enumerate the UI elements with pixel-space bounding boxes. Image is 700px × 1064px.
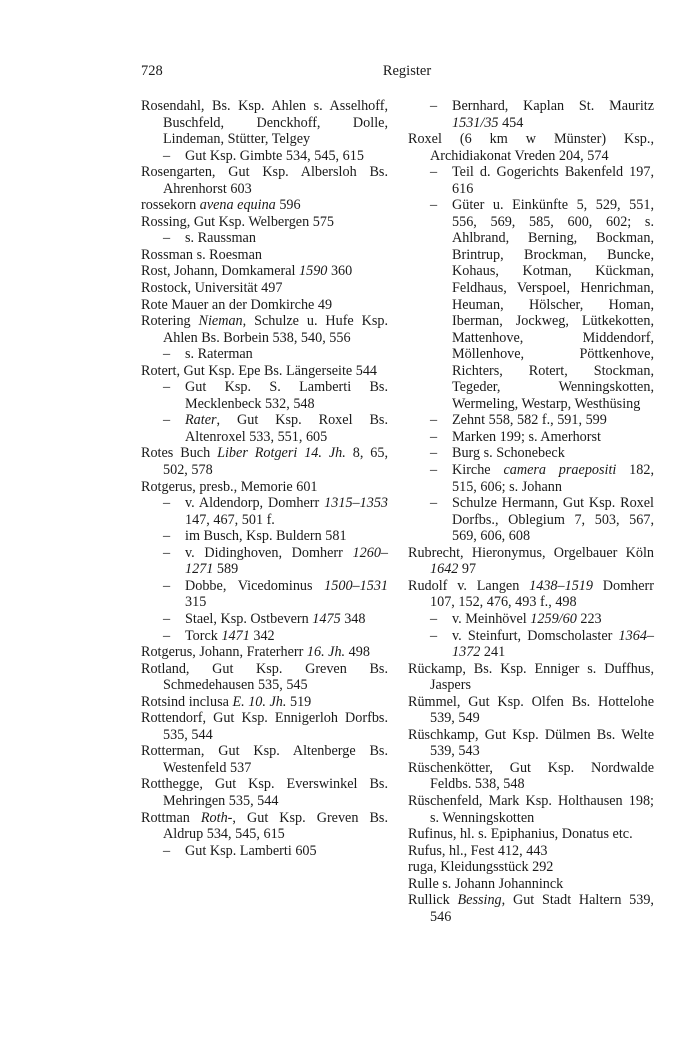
entry-text: , Gut Ksp. Greven Bs. Aldrup 534, 545, 615 xyxy=(163,809,388,843)
entry-italic-text: 1475 xyxy=(312,610,341,627)
index-entry xyxy=(141,197,388,214)
index-entry xyxy=(141,810,388,843)
entry-text: , Schulze u. Hufe Ksp. Ahlen Bs. Borbein 538, 540, 556 xyxy=(163,313,388,346)
entry-text: Rufinus, hl. s. Epiphanius, Donatus etc. xyxy=(408,826,633,843)
entry-text: Rottendorf, Gut Ksp. Ennigerloh Dorfbs. 535, 544 xyxy=(141,710,388,743)
entry-text: Rosengarten, Gut Ksp. Albersloh Bs. Ahrenhorst 603 xyxy=(141,164,388,197)
index-entry xyxy=(141,214,388,231)
index-subentry xyxy=(141,346,388,363)
entry-text: Kirche xyxy=(452,462,504,479)
entry-text: Rotgerus, presb., Memorie 601 xyxy=(141,478,318,495)
index-subentry xyxy=(408,628,654,661)
entry-text: Roxel (6 km w Münster) Ksp., Archidiakonat Vreden 204, 574 xyxy=(408,131,654,164)
entry-text: Gut Ksp. Lamberti 605 xyxy=(185,842,317,859)
index-column-left xyxy=(141,98,388,859)
index-subentry xyxy=(408,98,654,131)
entry-text: Stael, Ksp. Ostbevern xyxy=(185,610,313,627)
entry-text: 589 xyxy=(213,561,239,578)
index-subentry xyxy=(408,164,654,197)
entry-text: Rossman s. Roesman xyxy=(141,246,262,263)
index-subentry xyxy=(408,445,654,462)
entry-text: Bernhard, Kaplan St. Mauritz xyxy=(452,98,654,114)
page-number: 728 xyxy=(141,63,163,79)
entry-italic-text: E. 10. Jh. xyxy=(232,693,287,710)
entry-italic-text: camera praepositi xyxy=(503,462,617,479)
index-entry xyxy=(141,247,388,264)
entry-text: Burg s. Schonebeck xyxy=(452,445,565,462)
entry-text: s. Raterman xyxy=(185,346,253,363)
index-entry xyxy=(408,826,654,843)
entry-text: v. Didinghoven, Domherr xyxy=(185,544,353,561)
index-subentry xyxy=(141,379,388,412)
entry-italic-text: 1438–1519 xyxy=(529,577,593,594)
entry-text: ruga, Kleidungsstück 292 xyxy=(408,859,554,876)
entry-text: Dobbe, Vicedominus xyxy=(185,577,325,594)
index-entry xyxy=(408,545,654,578)
index-subentry xyxy=(141,148,388,165)
index-column-right xyxy=(408,98,654,925)
entry-text: 223 xyxy=(576,610,602,627)
index-subentry xyxy=(408,412,654,429)
entry-text: 97 xyxy=(458,561,477,578)
running-title: Register xyxy=(382,63,432,79)
index-entry xyxy=(408,727,654,760)
index-entry xyxy=(408,793,654,826)
entry-text: 348 xyxy=(340,610,366,627)
entry-text: Rottman xyxy=(141,809,201,826)
entry-text: Rotterman, Gut Ksp. Altenberge Bs. Westenfeld 537 xyxy=(141,743,388,776)
entry-text: im Busch, Ksp. Buldern 581 xyxy=(185,528,347,545)
index-entry xyxy=(408,859,654,876)
entry-italic-text: 1364–1372 xyxy=(452,627,654,661)
index-entry xyxy=(141,445,388,478)
index-entry xyxy=(141,710,388,743)
entry-italic-text: 1260–1271 xyxy=(185,544,388,578)
entry-text: Rudolf v. Langen xyxy=(408,577,530,594)
index-entry xyxy=(141,280,388,297)
entry-text: Rüschkamp, Gut Ksp. Dülmen Bs. Welte 539, 543 xyxy=(408,726,654,760)
entry-italic-text: Bessing xyxy=(457,892,502,909)
index-entry xyxy=(141,644,388,661)
index-entry xyxy=(141,297,388,314)
entry-text: 8, 65, 502, 578 xyxy=(163,445,389,479)
index-entry xyxy=(141,694,388,711)
index-entry xyxy=(408,843,654,860)
entry-text: s. Raussman xyxy=(185,230,256,247)
entry-italic-text: 16. Jh. xyxy=(306,644,346,661)
entry-text: Rullick xyxy=(408,892,458,909)
entry-text: Rost, Johann, Domkameral xyxy=(141,263,300,280)
index-entry xyxy=(141,164,388,197)
entry-text: v. Meinhövel xyxy=(452,610,531,627)
index-subentry xyxy=(141,412,388,445)
entry-text: Rotthegge, Gut Ksp. Everswinkel Bs. Mehringen 535, 544 xyxy=(141,776,388,809)
index-subentry xyxy=(408,462,654,495)
entry-text: 182, 515, 606; s. Johann xyxy=(452,462,655,495)
entry-text: Rostock, Universität 497 xyxy=(141,280,283,297)
index-entry xyxy=(141,743,388,776)
index-entry xyxy=(408,694,654,727)
entry-text: 454 xyxy=(498,114,524,131)
entry-italic-text: 1642 xyxy=(430,561,459,578)
index-entry xyxy=(141,776,388,809)
entry-text: Zehnt 558, 582 f., 591, 599 xyxy=(452,412,607,429)
index-entry xyxy=(408,876,654,893)
entry-text: v. Steinfurt, Domscholaster xyxy=(452,627,619,644)
entry-italic-text: Liber Rotgeri 14. Jh. xyxy=(217,445,346,462)
entry-text: Rufus, hl., Fest 412, 443 xyxy=(408,842,548,859)
entry-text: Torck xyxy=(185,627,222,644)
entry-text: Rotes Buch xyxy=(141,445,218,462)
index-subentry xyxy=(408,197,654,412)
entry-italic-text: 1315–1353 xyxy=(324,495,388,512)
entry-text: , Gut Ksp. Roxel Bs. Altenroxel 533, 551, 605 xyxy=(185,412,388,445)
entry-text: Rüschenfeld, Mark Ksp. Holthausen 198; s. Wenningskotten xyxy=(408,792,654,826)
entry-text: Rosendahl, Bs. Ksp. Ahlen s. Asselhoff, Buschfeld, Denckhoff, Dolle, Lindeman, Stütter, Telgey xyxy=(141,98,388,148)
entry-text: Rümmel, Gut Ksp. Olfen Bs. Hottelohe 539, 549 xyxy=(408,693,654,727)
index-subentry xyxy=(408,429,654,446)
index-subentry xyxy=(141,230,388,247)
index-subentry xyxy=(408,611,654,628)
entry-text: , Gut Stadt Haltern 539, 546 xyxy=(430,892,654,925)
entry-italic-text: avena equina xyxy=(199,197,276,214)
entry-text: Rotgerus, Johann, Fraterherr xyxy=(141,644,307,661)
entry-italic-text: Nieman xyxy=(198,313,243,330)
entry-italic-text: Roth- xyxy=(200,809,233,826)
entry-text: 360 xyxy=(327,263,353,280)
entry-text: Rote Mauer an der Domkirche 49 xyxy=(141,296,333,313)
entry-text: Marken 199; s. Amerhorst xyxy=(452,428,601,445)
entry-text: Teil d. Gogerichts Bakenfeld 197, 616 xyxy=(452,164,654,197)
index-entry xyxy=(408,760,654,793)
entry-text: 241 xyxy=(480,644,506,661)
index-entry xyxy=(141,661,388,694)
entry-italic-text: 1531/35 xyxy=(452,114,499,131)
entry-text: Rulle s. Johann Johanninck xyxy=(408,875,564,892)
index-subentry xyxy=(141,628,388,645)
entry-text: rossekorn xyxy=(141,197,200,214)
entry-text: Gut Ksp. S. Lamberti Bs. Mecklenbeck 532, 548 xyxy=(185,379,388,412)
entry-text: Rotsind inclusa xyxy=(141,693,233,710)
entry-italic-text: Rater xyxy=(185,412,217,429)
index-subentry xyxy=(141,528,388,545)
entry-text: Rossing, Gut Ksp. Welbergen 575 xyxy=(141,213,335,230)
index-subentry xyxy=(141,611,388,628)
entry-italic-text: 1471 xyxy=(221,627,250,644)
index-subentry xyxy=(141,578,388,611)
index-entry xyxy=(141,98,388,148)
index-entry xyxy=(408,892,654,925)
entry-text: Rotert, Gut Ksp. Epe Bs. Längerseite 544 xyxy=(141,362,378,379)
page-header xyxy=(141,63,661,83)
index-entry xyxy=(408,661,654,694)
entry-italic-text: 1500–1531 xyxy=(324,577,388,594)
entry-italic-text: 1590 xyxy=(299,263,328,280)
entry-text: Rüschenkötter, Gut Ksp. Nordwalde Feldbs. 538, 548 xyxy=(408,759,654,793)
index-entry xyxy=(141,313,388,346)
index-subentry xyxy=(141,495,388,528)
entry-text: 596 xyxy=(275,197,301,214)
index-subentry xyxy=(408,495,654,545)
entry-text: Schulze Hermann, Gut Ksp. Roxel Dorfbs., Oblegium 7, 503, 567, 569, 606, 608 xyxy=(452,495,654,545)
entry-text: Rotering xyxy=(141,313,199,330)
entry-text: Gut Ksp. Gimbte 534, 545, 615 xyxy=(185,147,364,164)
index-subentry xyxy=(141,843,388,860)
index-subentry xyxy=(141,545,388,578)
index-entry xyxy=(141,363,388,380)
entry-text: Güter u. Einkünfte 5, 529, 551, 556, 569, 585, 600, 602; s. Ahlbrand, Berning, Bockman, Brintrup, Brockman, Buncke, Kohaus, Kotman, Kückman, Feldhaus, Verspoel, Henrichman, Heuman, Hölscher, Homan, Iberman, Jockweg, Lütkekotten, Mattenhove, Middendorf, Möllenhove, Pöttkenhove, Richters, Rotert, Stockman, Tegeder, Wenningskotten, Wermeling, Westarp, Westhüsing xyxy=(452,197,654,412)
entry-text: Rückamp, Bs. Ksp. Enniger s. Duffhus, Jaspers xyxy=(408,660,654,694)
entry-text: v. Aldendorp, Domherr xyxy=(185,495,325,512)
entry-text: 315 xyxy=(185,594,207,611)
entry-text: Domherr 107, 152, 476, 493 f., 498 xyxy=(430,577,655,611)
entry-text: 519 xyxy=(286,693,312,710)
entry-text: 147, 467, 501 f. xyxy=(185,511,275,528)
entry-text: Rubrecht, Hieronymus, Orgelbauer Köln xyxy=(408,544,654,561)
index-entry xyxy=(141,479,388,496)
index-entry xyxy=(141,263,388,280)
entry-text: Rotland, Gut Ksp. Greven Bs. Schmedehausen 535, 545 xyxy=(141,660,388,694)
entry-italic-text: 1259/60 xyxy=(530,610,577,627)
entry-text: 342 xyxy=(249,627,275,644)
index-entry xyxy=(408,131,654,164)
entry-text: 498 xyxy=(345,644,370,661)
index-entry xyxy=(408,578,654,611)
